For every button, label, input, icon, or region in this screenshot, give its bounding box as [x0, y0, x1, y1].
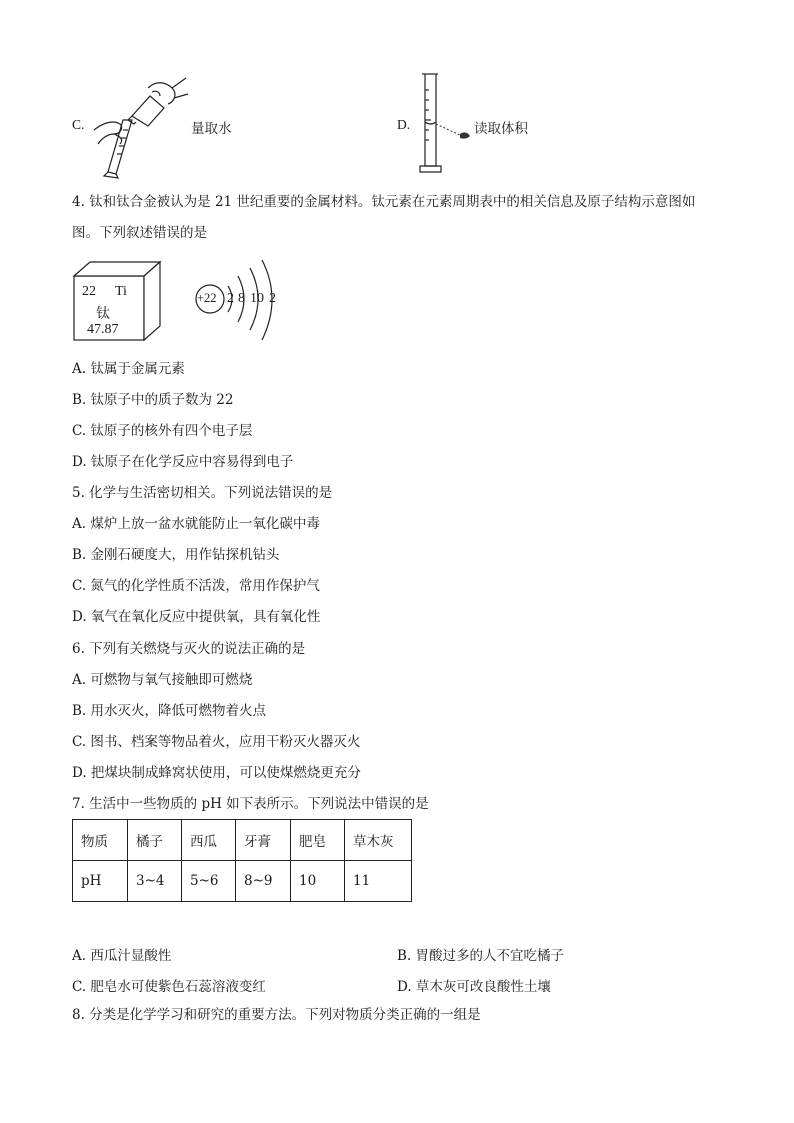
q5-option-d: D. 氧气在氧化反应中提供氧，具有氧化性	[72, 609, 321, 625]
ph-table-header-cell: 橘子	[128, 820, 182, 861]
ph-table-header-cell: 草木灰	[345, 820, 412, 861]
q7-option-b: B. 胃酸过多的人不宜吃橘子	[397, 948, 565, 964]
shell-4-electrons: 2	[269, 291, 276, 306]
shell-2-electrons: 8	[238, 291, 245, 306]
ph-table-value-cell: pH	[73, 861, 128, 902]
element-symbol: Ti	[115, 284, 127, 299]
q6-option-a: A. 可燃物与氧气接触即可燃烧	[72, 672, 253, 688]
element-name: 钛	[96, 306, 110, 322]
q6-option-d: D. 把煤块制成蜂窝状使用，可以使煤燃烧更充分	[72, 765, 361, 781]
reading-volume-illustration	[418, 70, 474, 176]
q6-option-c: C. 图书、档案等物品着火，应用干粉灭火器灭火	[72, 734, 361, 750]
q7-stem: 7. 生活中一些物质的 pH 如下表所示。下列说法中错误的是	[72, 796, 429, 812]
q7-option-d: D. 草木灰可改良酸性土壤	[397, 979, 551, 995]
q3-option-c-letter: C.	[72, 117, 85, 132]
q6-stem: 6. 下列有关燃烧与灭火的说法正确的是	[72, 641, 306, 657]
shell-3-electrons: 10	[250, 291, 264, 306]
q6-option-b: B. 用水灭火，降低可燃物着火点	[72, 703, 267, 719]
q4-option-d: D. 钛原子在化学反应中容易得到电子	[72, 454, 294, 470]
ph-table-header-cell: 西瓜	[182, 820, 236, 861]
ph-table	[72, 819, 412, 902]
q4-option-b: B. 钛原子中的质子数为 22	[72, 392, 234, 408]
q8-stem: 8. 分类是化学学习和研究的重要方法。下列对物质分类正确的一组是	[72, 1007, 481, 1023]
q5-option-c: C. 氮气的化学性质不活泼，常用作保护气	[72, 578, 320, 594]
q5-option-b: B. 金刚石硬度大，用作钻探机钻头	[72, 547, 280, 563]
q3-option-d-letter: D.	[397, 117, 411, 132]
ph-table-header-row	[73, 820, 412, 861]
q3-option-c-label: 量取水	[191, 121, 232, 137]
q7-option-c: C. 肥皂水可使紫色石蕊溶液变红	[72, 979, 266, 995]
element-atomic-number: 22	[82, 284, 96, 299]
ph-table-header-cell: 肥皂	[291, 820, 345, 861]
element-atomic-mass: 47.87	[87, 322, 119, 337]
q4-option-a: A. 钛属于金属元素	[72, 361, 185, 377]
ph-table-value-cell: 11	[345, 861, 412, 902]
shell-1-electrons: 2	[227, 291, 234, 306]
ph-table-value-cell: 8~9	[236, 861, 291, 902]
q4-option-c: C. 钛原子的核外有四个电子层	[72, 423, 253, 439]
pouring-water-illustration	[90, 68, 190, 178]
nucleus-charge: +22	[197, 291, 217, 305]
ph-table-header-cell: 物质	[73, 820, 128, 861]
q5-stem: 5. 化学与生活密切相关。下列说法错误的是	[72, 485, 333, 501]
q4-stem-line1: 4. 钛和钛合金被认为是 21 世纪重要的金属材料。钛元素在元素周期表中的相关信息及原子结构示意图如	[72, 194, 696, 210]
ph-table-value-row	[73, 861, 412, 902]
q4-stem-line2: 图。下列叙述错误的是	[72, 225, 207, 241]
ph-table-value-cell: 10	[291, 861, 345, 902]
ph-table-value-cell: 5~6	[182, 861, 236, 902]
ph-table-header-cell: 牙膏	[236, 820, 291, 861]
ph-table-value-cell: 3~4	[128, 861, 182, 902]
q5-option-a: A. 煤炉上放一盆水就能防止一氧化碳中毒	[72, 516, 320, 532]
q3-option-d-label: 读取体积	[474, 121, 528, 137]
q7-option-a: A. 西瓜汁显酸性	[72, 948, 172, 964]
